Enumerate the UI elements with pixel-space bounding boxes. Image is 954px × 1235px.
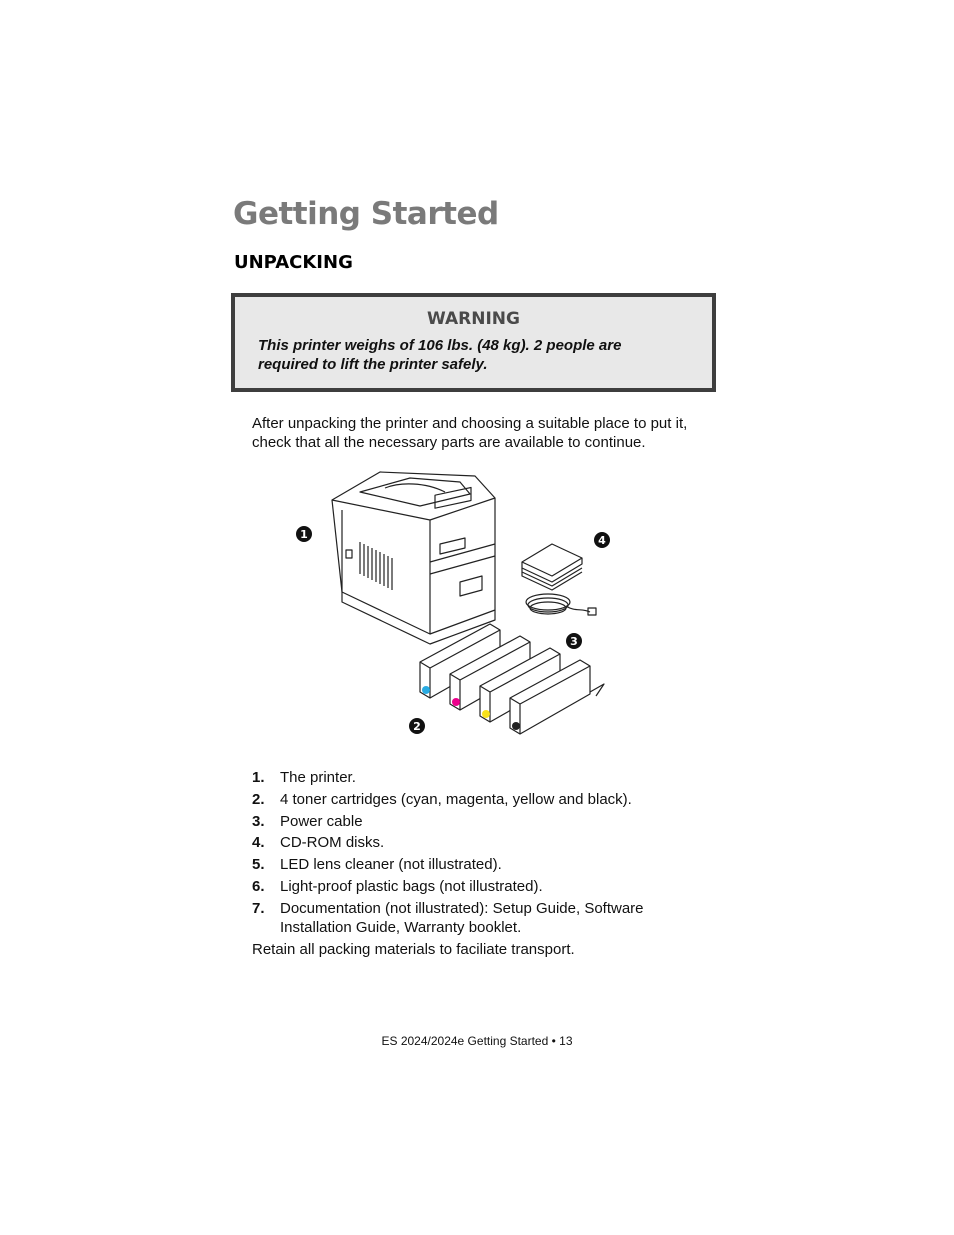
page-title: Getting Started bbox=[233, 196, 499, 232]
list-number: 1. bbox=[252, 769, 265, 786]
list-number: 5. bbox=[252, 856, 265, 874]
yellow-dot bbox=[482, 710, 490, 718]
warning-text: This printer weighs of 106 lbs. (48 kg). 2 people are required to lift the printer safely. bbox=[258, 337, 622, 373]
warning-heading: WARNING bbox=[427, 309, 520, 329]
callout-3: 3 bbox=[570, 635, 578, 648]
section-heading: UNPACKING bbox=[234, 252, 353, 273]
list-text: Power cable bbox=[280, 812, 363, 830]
list-number: 7. bbox=[252, 899, 265, 917]
list-text: The printer. bbox=[280, 769, 356, 786]
list-item bbox=[252, 899, 702, 937]
list-item bbox=[252, 790, 702, 809]
list-item bbox=[252, 877, 702, 896]
parts-list bbox=[252, 768, 702, 940]
list-text: LED lens cleaner (not illustrated). bbox=[280, 856, 502, 874]
list-item bbox=[252, 833, 702, 852]
callout-2: 2 bbox=[413, 720, 421, 733]
cdrom-illustration bbox=[522, 544, 582, 590]
list-number: 2. bbox=[252, 790, 265, 808]
list-text: 4 toner cartridges (cyan, magenta, yellow and black). bbox=[280, 790, 632, 808]
callout-4: 4 bbox=[598, 534, 606, 547]
unpacking-illustration bbox=[290, 462, 630, 744]
retain-note: Retain all packing materials to faciliate transport. bbox=[252, 941, 575, 958]
list-text: Light-proof plastic bags (not illustrated). bbox=[280, 877, 543, 895]
list-number: 4. bbox=[252, 834, 265, 852]
magenta-dot bbox=[452, 698, 460, 706]
power-cable-illustration bbox=[526, 594, 596, 615]
list-text: Documentation (not illustrated): Setup Guide, Software Installation Guide, Warranty booklet. bbox=[280, 899, 644, 936]
list-number: 6. bbox=[252, 877, 265, 895]
callout-1: 1 bbox=[300, 528, 308, 541]
list-number: 3. bbox=[252, 812, 265, 830]
black-dot bbox=[512, 722, 520, 730]
list-item bbox=[252, 768, 702, 787]
list-text: CD-ROM disks. bbox=[280, 834, 385, 852]
list-item bbox=[252, 812, 702, 831]
warning-box bbox=[231, 293, 716, 392]
page-footer: ES 2024/2024e Getting Started • 13 bbox=[381, 1034, 573, 1048]
intro-paragraph: After unpacking the printer and choosing a suitable place to put it, check that all the necessary parts are available to continue. bbox=[252, 415, 688, 451]
printer-illustration bbox=[332, 472, 495, 644]
list-item bbox=[252, 855, 702, 874]
cyan-dot bbox=[422, 686, 430, 694]
